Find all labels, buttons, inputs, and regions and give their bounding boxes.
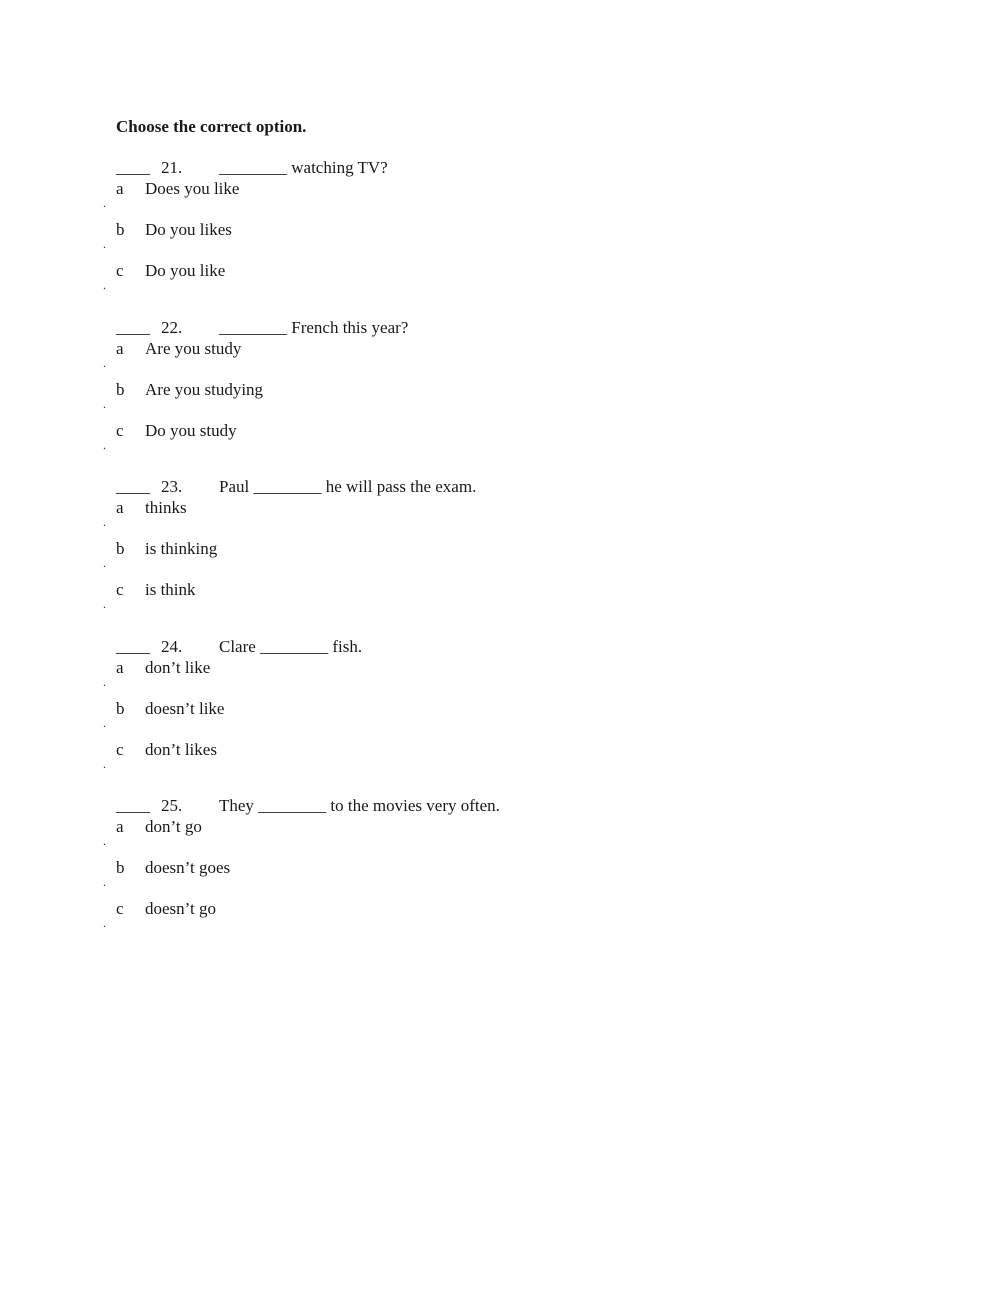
option-a[interactable] xyxy=(0,658,600,688)
instruction-heading: Choose the correct option. xyxy=(116,117,307,136)
question-stem: Clare ________ fish. xyxy=(219,637,363,656)
question-number: 22. xyxy=(161,318,183,337)
option-letter: c xyxy=(116,899,124,918)
question-number: 21. xyxy=(161,158,183,177)
option-text: Do you likes xyxy=(145,220,232,239)
option-dot: . xyxy=(103,356,106,370)
option-text: doesn’t go xyxy=(145,899,216,918)
option-c[interactable] xyxy=(0,580,600,610)
option-text: is think xyxy=(145,580,196,599)
option-b[interactable] xyxy=(0,539,600,569)
option-text: don’t likes xyxy=(145,740,217,759)
answer-blank[interactable]: ____ xyxy=(116,796,150,815)
option-dot: . xyxy=(103,515,106,529)
option-b[interactable] xyxy=(0,380,600,410)
option-letter: b xyxy=(116,539,125,558)
answer-blank[interactable]: ____ xyxy=(116,158,150,177)
question-stem: ________ French this year? xyxy=(219,318,409,337)
option-letter: b xyxy=(116,220,125,239)
option-dot: . xyxy=(103,757,106,771)
answer-blank[interactable]: ____ xyxy=(116,318,150,337)
option-letter: c xyxy=(116,740,124,759)
option-letter: a xyxy=(116,817,124,836)
question-stem: ________ watching TV? xyxy=(219,158,388,177)
option-dot: . xyxy=(103,278,106,292)
option-letter: c xyxy=(116,580,124,599)
option-dot: . xyxy=(103,597,106,611)
option-text: Does you like xyxy=(145,179,240,198)
question-23 xyxy=(0,477,1000,627)
option-text: thinks xyxy=(145,498,187,517)
option-dot: . xyxy=(103,438,106,452)
option-b[interactable] xyxy=(0,699,600,729)
option-text: don’t like xyxy=(145,658,211,677)
option-dot: . xyxy=(103,675,106,689)
question-stem: Paul ________ he will pass the exam. xyxy=(219,477,477,496)
question-stem: They ________ to the movies very often. xyxy=(219,796,500,815)
option-letter: c xyxy=(116,421,124,440)
question-25 xyxy=(0,796,1000,946)
option-a[interactable] xyxy=(0,817,600,847)
option-letter: a xyxy=(116,179,124,198)
option-text: doesn’t goes xyxy=(145,858,231,877)
answer-blank[interactable]: ____ xyxy=(116,637,150,656)
option-dot: . xyxy=(103,716,106,730)
option-letter: b xyxy=(116,699,125,718)
option-b[interactable] xyxy=(0,220,600,250)
option-dot: . xyxy=(103,834,106,848)
option-text: Are you studying xyxy=(145,380,264,399)
option-letter: b xyxy=(116,858,125,877)
option-a[interactable] xyxy=(0,498,600,528)
option-a[interactable] xyxy=(0,339,600,369)
option-letter: a xyxy=(116,498,124,517)
option-c[interactable] xyxy=(0,261,600,291)
question-21 xyxy=(0,158,1000,308)
question-24 xyxy=(0,637,1000,787)
option-text: Do you study xyxy=(145,421,237,440)
option-a[interactable] xyxy=(0,179,600,209)
option-letter: a xyxy=(116,339,124,358)
option-letter: c xyxy=(116,261,124,280)
option-text: Are you study xyxy=(145,339,242,358)
question-22 xyxy=(0,318,1000,468)
question-number: 25. xyxy=(161,796,183,815)
option-dot: . xyxy=(103,875,106,889)
answer-blank[interactable]: ____ xyxy=(116,477,150,496)
option-text: Do you like xyxy=(145,261,226,280)
option-letter: a xyxy=(116,658,124,677)
option-b[interactable] xyxy=(0,858,600,888)
option-dot: . xyxy=(103,237,106,251)
option-letter: b xyxy=(116,380,125,399)
question-number: 23. xyxy=(161,477,183,496)
option-c[interactable] xyxy=(0,899,600,929)
question-number: 24. xyxy=(161,637,183,656)
option-dot: . xyxy=(103,397,106,411)
option-dot: . xyxy=(103,556,106,570)
option-text: doesn’t like xyxy=(145,699,225,718)
option-dot: . xyxy=(103,196,106,210)
option-c[interactable] xyxy=(0,740,600,770)
option-text: don’t go xyxy=(145,817,202,836)
option-dot: . xyxy=(103,916,106,930)
option-c[interactable] xyxy=(0,421,600,451)
option-text: is thinking xyxy=(145,539,218,558)
